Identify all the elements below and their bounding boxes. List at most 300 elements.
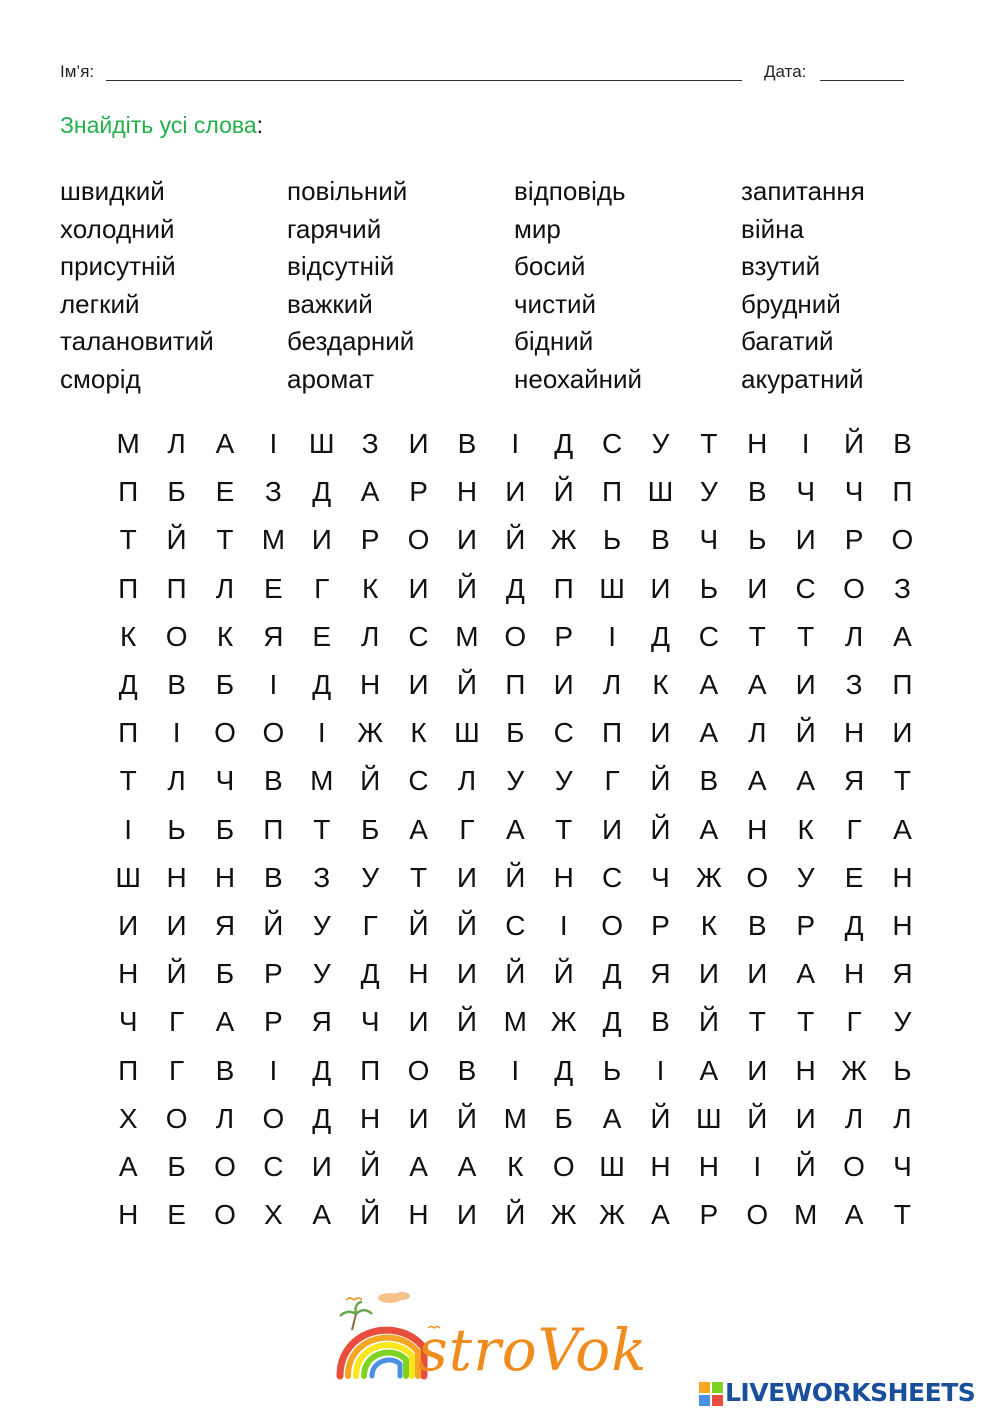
grid-letter[interactable]: Ж <box>550 1006 577 1038</box>
grid-letter[interactable]: А <box>118 1150 138 1182</box>
grid-letter[interactable]: М <box>503 1006 527 1038</box>
grid-letter[interactable]: Й <box>553 958 574 990</box>
grid-letter[interactable]: И <box>456 524 477 556</box>
grid-letter[interactable]: І <box>269 1054 278 1086</box>
grid-letter[interactable]: П <box>118 1054 139 1086</box>
grid-letter[interactable]: Л <box>167 765 186 797</box>
grid-letter[interactable]: И <box>602 813 623 845</box>
grid-letter[interactable]: Л <box>748 717 767 749</box>
grid-letter[interactable]: Н <box>747 428 768 460</box>
grid-letter[interactable]: Е <box>215 476 235 508</box>
grid-letter[interactable]: І <box>124 813 133 845</box>
grid-letter[interactable]: Т <box>748 620 766 652</box>
date-label: Дата: <box>764 62 807 81</box>
grid-letter[interactable]: И <box>795 1102 816 1134</box>
grid-letter[interactable]: Й <box>456 669 477 701</box>
grid-letter[interactable]: П <box>892 669 913 701</box>
grid-letter[interactable]: Н <box>795 1054 816 1086</box>
grid-letter[interactable]: Й <box>456 909 477 941</box>
grid-letter[interactable]: Б <box>167 476 186 508</box>
grid-letter[interactable]: Р <box>264 958 283 990</box>
grid-letter[interactable]: Й <box>698 1006 719 1038</box>
name-field[interactable] <box>106 62 742 81</box>
grid-letter[interactable]: Б <box>215 813 235 845</box>
grid-letter[interactable]: О <box>891 524 914 556</box>
grid-letter[interactable]: Р <box>264 1006 283 1038</box>
grid-letter[interactable]: Н <box>747 813 768 845</box>
grid-letter[interactable]: З <box>845 669 863 701</box>
grid-letter[interactable]: Н <box>843 958 865 990</box>
grid-letter[interactable]: Д <box>312 1054 332 1086</box>
word-list-item: мир <box>514 213 561 244</box>
grid-letter[interactable]: Д <box>312 476 332 508</box>
grid-letter[interactable]: Н <box>360 1102 381 1134</box>
grid-letter[interactable]: Н <box>408 1199 429 1231</box>
liveworksheets-text: LIVEWORKSHEETS <box>725 1378 976 1407</box>
grid-letter[interactable]: С <box>408 765 429 797</box>
grid-letter[interactable]: Ч <box>118 1006 138 1038</box>
grid-letter[interactable]: В <box>699 765 719 797</box>
grid-letter[interactable]: Г <box>314 572 330 604</box>
grid-letter[interactable]: І <box>656 1054 665 1086</box>
grid-letter[interactable]: У <box>893 1006 912 1038</box>
grid-letter[interactable]: Р <box>796 909 815 941</box>
grid-letter[interactable]: И <box>747 1054 768 1086</box>
grid-letter[interactable]: И <box>166 909 187 941</box>
grid-letter[interactable]: З <box>361 428 379 460</box>
grid-letter[interactable]: Л <box>360 620 380 652</box>
grid-letter[interactable]: Н <box>698 1150 719 1182</box>
grid-letter[interactable]: И <box>118 909 139 941</box>
grid-letter[interactable]: М <box>116 428 140 460</box>
grid-letter[interactable]: Я <box>214 909 236 941</box>
grid-letter[interactable]: Ж <box>550 1199 577 1231</box>
grid-letter[interactable]: Л <box>844 1102 864 1134</box>
grid-letter[interactable]: В <box>167 669 186 701</box>
grid-letter[interactable]: П <box>602 476 623 508</box>
grid-letter[interactable]: Й <box>505 524 526 556</box>
grid-letter[interactable]: У <box>554 765 573 797</box>
grid-letter[interactable]: А <box>893 813 912 845</box>
grid-letter[interactable]: В <box>651 524 670 556</box>
grid-letter[interactable]: Т <box>893 765 911 797</box>
grid-letter[interactable]: И <box>456 861 477 893</box>
grid-letter[interactable]: И <box>553 669 574 701</box>
grid-letter[interactable]: У <box>312 958 331 990</box>
grid-letter[interactable]: С <box>601 861 623 893</box>
grid-letter[interactable]: К <box>652 669 669 701</box>
grid-letter[interactable]: У <box>699 476 718 508</box>
grid-letter[interactable]: Н <box>118 958 139 990</box>
grid-letter[interactable]: А <box>747 669 767 701</box>
grid-letter[interactable]: С <box>553 717 574 749</box>
grid-letter[interactable]: В <box>747 476 767 508</box>
grid-letter[interactable]: Г <box>604 765 620 797</box>
grid-letter[interactable]: Е <box>844 861 864 893</box>
grid-letter[interactable]: Л <box>602 669 622 701</box>
grid-letter[interactable]: А <box>796 765 815 797</box>
grid-letter[interactable]: Ш <box>599 572 625 604</box>
grid-letter[interactable]: Р <box>360 524 380 556</box>
grid-letter[interactable]: Б <box>167 1150 186 1182</box>
grid-letter[interactable]: Й <box>795 717 816 749</box>
grid-letter[interactable]: Ш <box>599 1150 625 1182</box>
grid-letter[interactable]: А <box>796 958 815 990</box>
grid-letter[interactable]: А <box>699 813 719 845</box>
grid-letter[interactable]: Е <box>167 1199 186 1231</box>
grid-letter[interactable]: Ь <box>602 1054 622 1086</box>
grid-letter[interactable]: І <box>801 428 810 460</box>
grid-letter[interactable]: Н <box>166 861 187 893</box>
grid-letter[interactable]: Д <box>554 1054 574 1086</box>
grid-letter[interactable]: И <box>698 958 719 990</box>
grid-letter[interactable]: О <box>165 1102 188 1134</box>
grid-letter[interactable]: В <box>747 909 767 941</box>
grid-letter[interactable]: И <box>408 669 429 701</box>
grid-letter[interactable]: П <box>553 572 574 604</box>
grid-letter[interactable]: О <box>843 572 865 604</box>
grid-letter[interactable]: П <box>166 572 187 604</box>
grid-letter[interactable]: Л <box>215 1102 235 1134</box>
grid-letter[interactable]: О <box>262 717 285 749</box>
word-list-item: неохайний <box>514 363 643 394</box>
grid-letter[interactable]: Ь <box>167 813 186 845</box>
grid-letter[interactable]: Ж <box>599 1199 626 1231</box>
grid-letter[interactable]: М <box>261 524 286 556</box>
grid-letter[interactable]: У <box>506 765 525 797</box>
grid-letter[interactable]: І <box>559 909 568 941</box>
grid-letter[interactable]: Н <box>456 476 478 508</box>
grid-letter[interactable]: Б <box>215 669 235 701</box>
grid-letter[interactable]: А <box>409 1150 428 1182</box>
grid-letter[interactable]: Д <box>554 428 574 460</box>
grid-letter[interactable]: Т <box>555 813 573 845</box>
grid-letter[interactable]: О <box>214 1199 236 1231</box>
grid-letter[interactable]: Р <box>844 524 864 556</box>
grid-letter[interactable]: Н <box>843 717 865 749</box>
grid-letter[interactable]: К <box>700 909 718 941</box>
grid-letter[interactable]: Я <box>311 1006 332 1038</box>
grid-letter[interactable]: В <box>457 428 477 460</box>
grid-letter[interactable]: П <box>263 813 284 845</box>
grid-letter[interactable]: К <box>120 620 137 652</box>
grid-letter[interactable]: К <box>361 572 379 604</box>
grid-letter[interactable]: З <box>893 572 911 604</box>
grid-letter[interactable]: В <box>215 1054 235 1086</box>
grid-letter[interactable]: Д <box>651 620 670 652</box>
grid-letter[interactable]: П <box>118 476 139 508</box>
grid-letter[interactable]: Г <box>846 1006 862 1038</box>
grid-letter[interactable]: Н <box>360 669 381 701</box>
grid-letter[interactable]: И <box>795 669 816 701</box>
grid-letter[interactable]: П <box>360 1054 381 1086</box>
grid-letter[interactable]: Я <box>892 958 913 990</box>
grid-letter[interactable]: Ж <box>695 861 722 893</box>
grid-letter[interactable]: Х <box>264 1199 283 1231</box>
grid-letter[interactable]: Й <box>505 958 526 990</box>
grid-letter[interactable]: Ч <box>651 861 670 893</box>
grid-letter[interactable]: С <box>601 428 623 460</box>
grid-letter[interactable]: Г <box>846 813 862 845</box>
grid-letter[interactable]: Й <box>360 765 381 797</box>
grid-letter[interactable]: О <box>843 1150 865 1182</box>
grid-letter[interactable]: А <box>747 765 767 797</box>
grid-letter[interactable]: Я <box>263 620 284 652</box>
grid-letter[interactable]: Ь <box>748 524 767 556</box>
grid-letter[interactable]: Л <box>893 1102 912 1134</box>
grid-letter[interactable]: Н <box>214 861 236 893</box>
grid-letter[interactable]: И <box>408 1006 429 1038</box>
grid-letter[interactable]: С <box>263 1150 284 1182</box>
grid-letter[interactable]: Р <box>409 476 428 508</box>
grid-letter[interactable]: І <box>269 669 278 701</box>
grid-letter[interactable]: Л <box>844 620 864 652</box>
grid-letter[interactable]: Й <box>505 1199 526 1231</box>
grid-letter[interactable]: С <box>698 620 719 652</box>
grid-letter[interactable]: Ч <box>215 765 235 797</box>
grid-letter[interactable]: Й <box>747 1102 768 1134</box>
grid-letter[interactable]: М <box>503 1102 527 1134</box>
grid-letter[interactable]: Т <box>797 620 815 652</box>
grid-letter[interactable]: А <box>893 620 912 652</box>
grid-letter[interactable]: И <box>456 1199 477 1231</box>
grid-letter[interactable]: О <box>407 524 430 556</box>
grid-letter[interactable]: П <box>118 717 139 749</box>
grid-letter[interactable]: В <box>264 765 283 797</box>
grid-letter[interactable]: З <box>313 861 331 893</box>
grid-letter[interactable]: А <box>505 813 525 845</box>
grid-letter[interactable]: Ч <box>699 524 719 556</box>
grid-letter[interactable]: Я <box>650 958 671 990</box>
grid-letter[interactable]: Ш <box>696 1102 722 1134</box>
grid-letter[interactable]: А <box>457 1150 477 1182</box>
grid-letter[interactable]: Й <box>553 476 574 508</box>
grid-letter[interactable]: В <box>651 1006 670 1038</box>
grid-letter[interactable]: А <box>602 1102 622 1134</box>
grid-letter[interactable]: И <box>795 524 816 556</box>
grid-letter[interactable]: Д <box>844 909 864 941</box>
grid-letter[interactable]: О <box>262 1102 285 1134</box>
grid-letter[interactable]: Ч <box>893 1150 912 1182</box>
grid-letter[interactable]: А <box>699 717 719 749</box>
grid-letter[interactable]: Н <box>553 861 574 893</box>
grid-letter[interactable]: О <box>552 1150 575 1182</box>
grid-letter[interactable]: У <box>651 428 670 460</box>
grid-letter[interactable]: Г <box>169 1054 185 1086</box>
grid-letter[interactable]: О <box>746 861 769 893</box>
grid-letter[interactable]: Д <box>118 669 138 701</box>
grid-letter[interactable]: М <box>310 765 334 797</box>
grid-letter[interactable]: Р <box>651 909 670 941</box>
grid-letter[interactable]: Й <box>456 1102 477 1134</box>
grid-letter[interactable]: О <box>504 620 527 652</box>
grid-letter[interactable]: А <box>215 1006 235 1038</box>
grid-letter[interactable]: Я <box>843 765 865 797</box>
grid-letter[interactable]: Ж <box>357 717 384 749</box>
grid-letter[interactable]: А <box>651 1199 670 1231</box>
grid-letter[interactable]: Ь <box>602 524 622 556</box>
grid-letter[interactable]: Й <box>505 861 526 893</box>
grid-letter[interactable]: Н <box>892 909 913 941</box>
grid-letter[interactable]: О <box>214 717 236 749</box>
grid-letter[interactable]: І <box>753 1150 762 1182</box>
grid-letter[interactable]: Н <box>892 861 913 893</box>
grid-letter[interactable]: И <box>505 476 526 508</box>
grid-letter[interactable]: К <box>410 717 427 749</box>
grid-letter[interactable]: Г <box>362 909 378 941</box>
grid-letter[interactable]: Т <box>748 1006 766 1038</box>
grid-letter[interactable]: Ш <box>115 861 142 893</box>
grid-letter[interactable]: Ж <box>841 1054 867 1086</box>
grid-letter[interactable]: З <box>264 476 282 508</box>
grid-letter[interactable]: И <box>747 958 768 990</box>
grid-letter[interactable]: М <box>455 620 479 652</box>
grid-letter[interactable]: Т <box>409 861 428 893</box>
grid-letter[interactable]: Д <box>602 958 622 990</box>
grid-letter[interactable]: Т <box>797 1006 815 1038</box>
grid-letter[interactable]: У <box>361 861 380 893</box>
grid-letter[interactable]: А <box>215 428 235 460</box>
grid-letter[interactable]: И <box>311 1150 332 1182</box>
grid-letter[interactable]: П <box>505 669 526 701</box>
grid-letter[interactable]: Р <box>699 1199 719 1231</box>
grid-letter[interactable]: Ш <box>454 717 480 749</box>
grid-letter[interactable]: Т <box>313 813 331 845</box>
grid-letter[interactable]: Ш <box>647 476 674 508</box>
letter-grid[interactable] <box>104 420 927 1239</box>
grid-letter[interactable]: О <box>407 1054 430 1086</box>
grid-letter[interactable]: В <box>893 428 912 460</box>
grid-letter[interactable]: Т <box>893 1199 911 1231</box>
grid-letter[interactable]: И <box>408 428 429 460</box>
grid-letter[interactable]: П <box>602 717 623 749</box>
grid-letter[interactable]: С <box>795 572 816 604</box>
grid-letter[interactable]: Т <box>216 524 234 556</box>
grid-letter[interactable]: Д <box>360 958 380 990</box>
grid-letter[interactable]: Д <box>602 1006 622 1038</box>
grid-letter[interactable]: Д <box>312 669 332 701</box>
grid-letter[interactable]: У <box>312 909 331 941</box>
grid-letter[interactable]: И <box>311 524 332 556</box>
grid-letter[interactable]: Й <box>650 1102 671 1134</box>
grid-letter[interactable]: Й <box>650 765 671 797</box>
date-field[interactable] <box>820 62 904 81</box>
grid-letter[interactable]: Ь <box>699 572 719 604</box>
grid-letter[interactable]: Н <box>650 1150 671 1182</box>
grid-letter[interactable]: Т <box>119 524 137 556</box>
grid-letter[interactable]: Т <box>700 428 718 460</box>
grid-letter[interactable]: Й <box>166 524 187 556</box>
grid-letter[interactable]: Д <box>312 1102 332 1134</box>
word-list-item: повільний <box>287 176 408 206</box>
grid-letter[interactable]: Ч <box>796 476 815 508</box>
grid-letter[interactable]: С <box>505 909 526 941</box>
grid-letter[interactable]: І <box>317 717 326 749</box>
grid-letter[interactable]: І <box>511 428 520 460</box>
grid-letter[interactable]: К <box>216 620 234 652</box>
grid-letter[interactable]: Й <box>650 813 671 845</box>
grid-letter[interactable]: Г <box>169 1006 185 1038</box>
grid-letter[interactable]: А <box>699 1054 719 1086</box>
grid-letter[interactable]: М <box>794 1199 818 1231</box>
grid-letter[interactable]: А <box>844 1199 864 1231</box>
grid-letter[interactable]: К <box>797 813 814 845</box>
grid-letter[interactable]: Л <box>215 572 235 604</box>
grid-letter[interactable]: Г <box>459 813 475 845</box>
grid-letter[interactable]: Й <box>263 909 284 941</box>
grid-letter[interactable]: Р <box>554 620 574 652</box>
liveworksheets-badge[interactable] <box>698 1378 998 1408</box>
grid-letter[interactable]: Б <box>360 813 380 845</box>
grid-letter[interactable]: И <box>650 572 671 604</box>
grid-letter[interactable]: І <box>608 620 616 652</box>
grid-letter[interactable]: И <box>408 572 429 604</box>
grid-letter[interactable]: Т <box>119 765 137 797</box>
grid-letter[interactable]: Л <box>167 428 186 460</box>
word-list-item: талановитий <box>60 326 214 356</box>
grid-letter[interactable]: П <box>118 572 139 604</box>
grid-letter[interactable]: И <box>456 958 477 990</box>
grid-letter[interactable]: И <box>747 572 768 604</box>
grid-letter[interactable]: Ь <box>893 1054 912 1086</box>
grid-letter[interactable]: Ж <box>550 524 577 556</box>
grid-letter[interactable]: А <box>360 476 380 508</box>
grid-letter[interactable]: Ч <box>844 476 864 508</box>
grid-letter[interactable]: Е <box>264 572 283 604</box>
grid-letter[interactable]: В <box>457 1054 477 1086</box>
grid-letter[interactable]: Й <box>360 1199 381 1231</box>
grid-letter[interactable]: Е <box>312 620 332 652</box>
grid-letter[interactable]: Й <box>360 1150 381 1182</box>
grid-letter[interactable]: У <box>796 861 815 893</box>
grid-letter[interactable]: О <box>214 1150 236 1182</box>
grid-letter[interactable]: Л <box>457 765 477 797</box>
grid-letter[interactable]: О <box>601 909 623 941</box>
grid-letter[interactable]: Н <box>408 958 429 990</box>
grid-letter[interactable]: Й <box>795 1150 816 1182</box>
grid-letter[interactable]: А <box>312 1199 332 1231</box>
grid-letter[interactable]: Х <box>118 1102 138 1134</box>
word-list-item: війна <box>741 213 804 244</box>
grid-letter[interactable]: О <box>165 620 188 652</box>
grid-letter[interactable]: Й <box>408 909 429 941</box>
grid-letter[interactable]: Н <box>118 1199 139 1231</box>
grid-letter[interactable]: Д <box>505 572 525 604</box>
grid-letter[interactable]: Ш <box>308 428 335 460</box>
grid-letter[interactable]: Й <box>456 572 477 604</box>
grid-letter[interactable]: Б <box>215 958 235 990</box>
grid-letter[interactable]: Й <box>456 1006 477 1038</box>
grid-letter[interactable]: И <box>408 1102 429 1134</box>
grid-letter[interactable]: С <box>408 620 429 652</box>
grid-letter[interactable]: И <box>650 717 671 749</box>
grid-letter[interactable]: Ч <box>360 1006 380 1038</box>
grid-letter[interactable]: П <box>892 476 913 508</box>
grid-letter[interactable]: А <box>409 813 428 845</box>
grid-letter[interactable]: Б <box>506 717 525 749</box>
grid-letter[interactable]: Й <box>166 958 187 990</box>
grid-letter[interactable]: Й <box>843 428 865 460</box>
grid-letter[interactable]: І <box>172 717 181 749</box>
grid-letter[interactable]: В <box>264 861 283 893</box>
grid-letter[interactable]: О <box>746 1199 769 1231</box>
grid-letter[interactable]: І <box>511 1054 520 1086</box>
grid-letter[interactable]: І <box>269 428 278 460</box>
grid-letter[interactable]: И <box>892 717 913 749</box>
grid-letter[interactable]: К <box>507 1150 524 1182</box>
grid-letter[interactable]: Б <box>554 1102 573 1134</box>
grid-letter[interactable]: А <box>699 669 719 701</box>
